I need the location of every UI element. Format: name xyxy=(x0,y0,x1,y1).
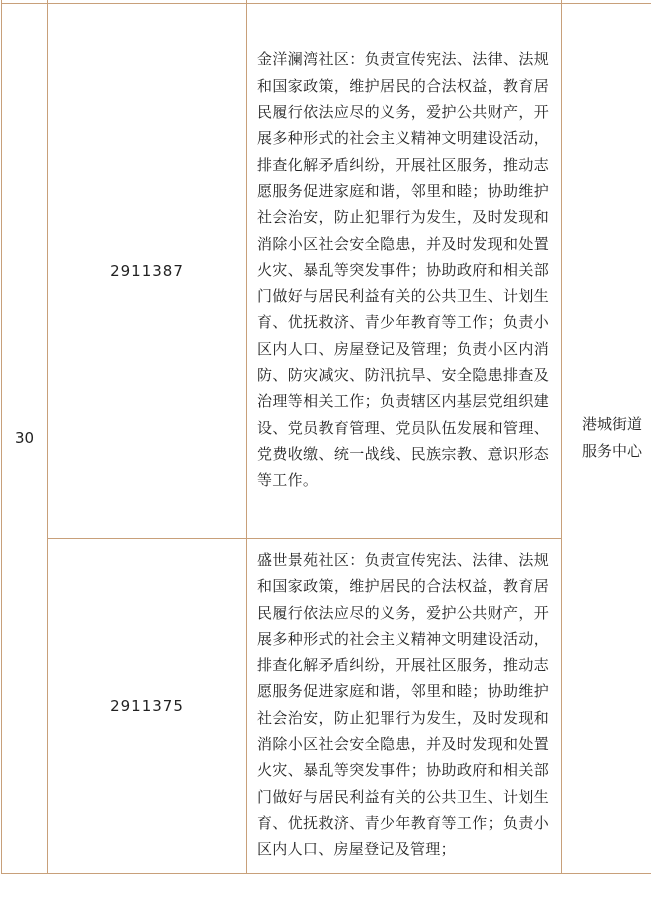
duty-cell: 金洋澜湾社区：负责宣传宪法、法律、法规和国家政策，维护居民的合法权益，教育居民履行依法应尽的义务，爱护公共财产，开展多种形式的社会主义精神文明建设活动，排查化解矛盾纠纷，开展社区服务，推动志愿服务促进家庭和谐，邻里和睦；协助维护社会治安，防止犯罪行为发生，及时发现和消除小区社会安全隐患，并及时发现和处置火灾、暴乱等突发事件；协助政府和相关部门做好与居民利益有关的公共卫生、计划生育、优抚救济、青少年教育等工作；负责小区内人口、房屋登记及管理；负责小区内消防、防灾减灾、防汛抗旱、安全隐患排查及治理等相关工作；负责辖区内基层党组织建设、党员教育管理、党员队伍发展和管理、党费收缴、统一战线、民族宗教、意识形态等工作。 xyxy=(247,4,562,539)
service-table xyxy=(1,0,651,874)
table-row xyxy=(2,4,651,539)
row-number-cell: 30 xyxy=(2,4,48,874)
phone-cell: 2911387 xyxy=(48,4,247,539)
phone-cell: 2911375 xyxy=(48,539,247,874)
table-row xyxy=(2,539,651,874)
service-center-cell xyxy=(562,4,651,874)
duty-cell: 盛世景苑社区：负责宣传宪法、法律、法规和国家政策，维护居民的合法权益，教育居民履行依法应尽的义务，爱护公共财产，开展多种形式的社会主义精神文明建设活动，排查化解矛盾纠纷，开展社区服务，推动志愿服务促进家庭和谐，邻里和睦；协助维护社会治安，防止犯罪行为发生，及时发现和消除小区社会安全隐患，并及时发现和处置火灾、暴乱等突发事件；协助政府和相关部门做好与居民利益有关的公共卫生、计划生育、优抚救济、青少年教育等工作；负责小区内人口、房屋登记及管理； xyxy=(247,539,562,874)
service-center-label: 港城街道服务中心 xyxy=(582,415,643,461)
